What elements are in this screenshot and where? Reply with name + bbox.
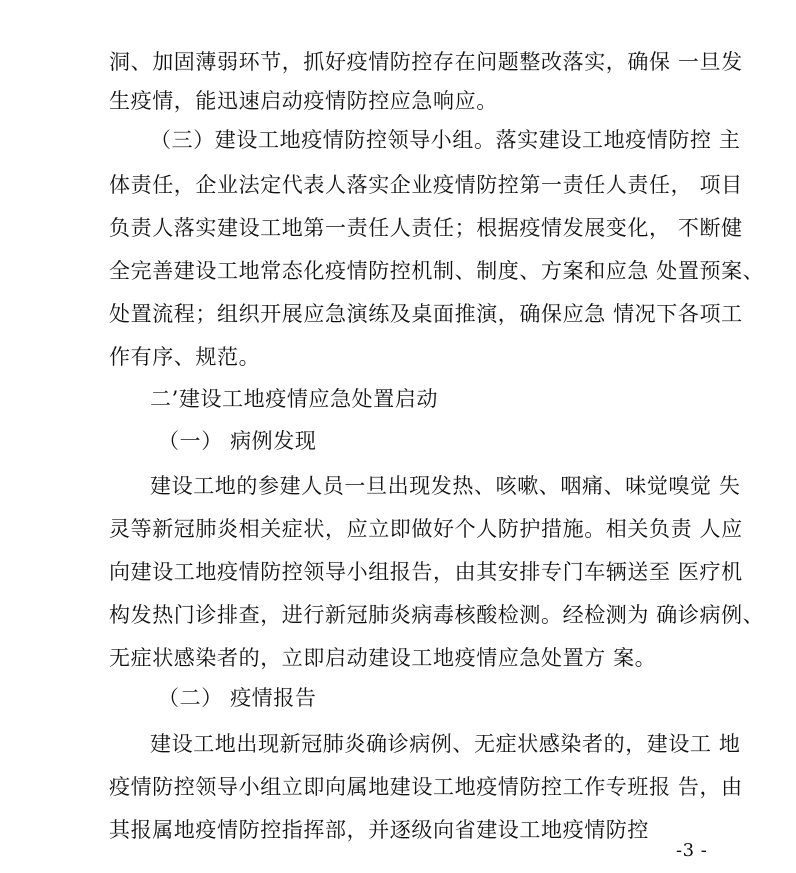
- paragraph-line-8: 作有序、规范。: [109, 345, 261, 369]
- subheading-epidemic-report: （二） 疫情报告: [158, 686, 317, 710]
- section-three-heading-line: （三）建设工地疫情防控领导小组。落实建设工地疫情防控 主: [150, 128, 741, 152]
- page-number: -3 -: [676, 840, 708, 861]
- subheading-case-discovery: （一） 病例发现: [158, 429, 317, 453]
- paragraph-line-18: 疫情防控领导小组立即向属地建设工地疫情防控工作专班报 告，由: [109, 775, 743, 799]
- paragraph-line-14: 构发热门诊排查，进行新冠肺炎病毒核酸检测。经检测为 确诊病例、: [109, 603, 765, 627]
- paragraph-line-6: 全完善建设工地常态化疫情防控机制、制度、方案和应急 处置预案、: [109, 259, 765, 283]
- section-two-heading: 二’建设工地疫情应急处置启动: [150, 387, 439, 411]
- paragraph-line-17: 建设工地出现新冠肺炎确诊病例、无症状感染者的，建设工 地: [150, 732, 741, 756]
- paragraph-line-5: 负责人落实建设工地第一责任人责任；根据疫情发展变化， 不断健: [109, 216, 743, 240]
- paragraph-line-11: 建设工地的参建人员一旦出现发热、咳嗽、咽痛、味觉嗅觉 失: [150, 474, 741, 498]
- paragraph-line-2: 生疫情，能迅速启动疫情防控应急响应。: [109, 89, 498, 113]
- paragraph-line-13: 向建设工地疫情防控领导小组报告，由其安排专门车辆送至 医疗机: [109, 560, 743, 584]
- paragraph-line-15: 无症状感染者的，立即启动建设工地疫情应急处置方 案。: [109, 646, 657, 670]
- paragraph-line-12: 灵等新冠肺炎相关症状，应立即做好个人防护措施。相关负责 人应: [109, 517, 743, 541]
- paragraph-line-7: 处置流程；组织开展应急演练及桌面推演，确保应急 情况下各项工: [109, 302, 743, 326]
- paragraph-line-19: 其报属地疫情防控指挥部，并逐级向省建设工地疫情防控: [109, 818, 649, 842]
- paragraph-line-1: 洞、加固薄弱环节，抓好疫情防控存在问题整改落实，确保 一旦发: [109, 50, 743, 74]
- paragraph-line-4: 体责任，企业法定代表人落实企业疫情防控第一责任人责任， 项目: [109, 173, 743, 197]
